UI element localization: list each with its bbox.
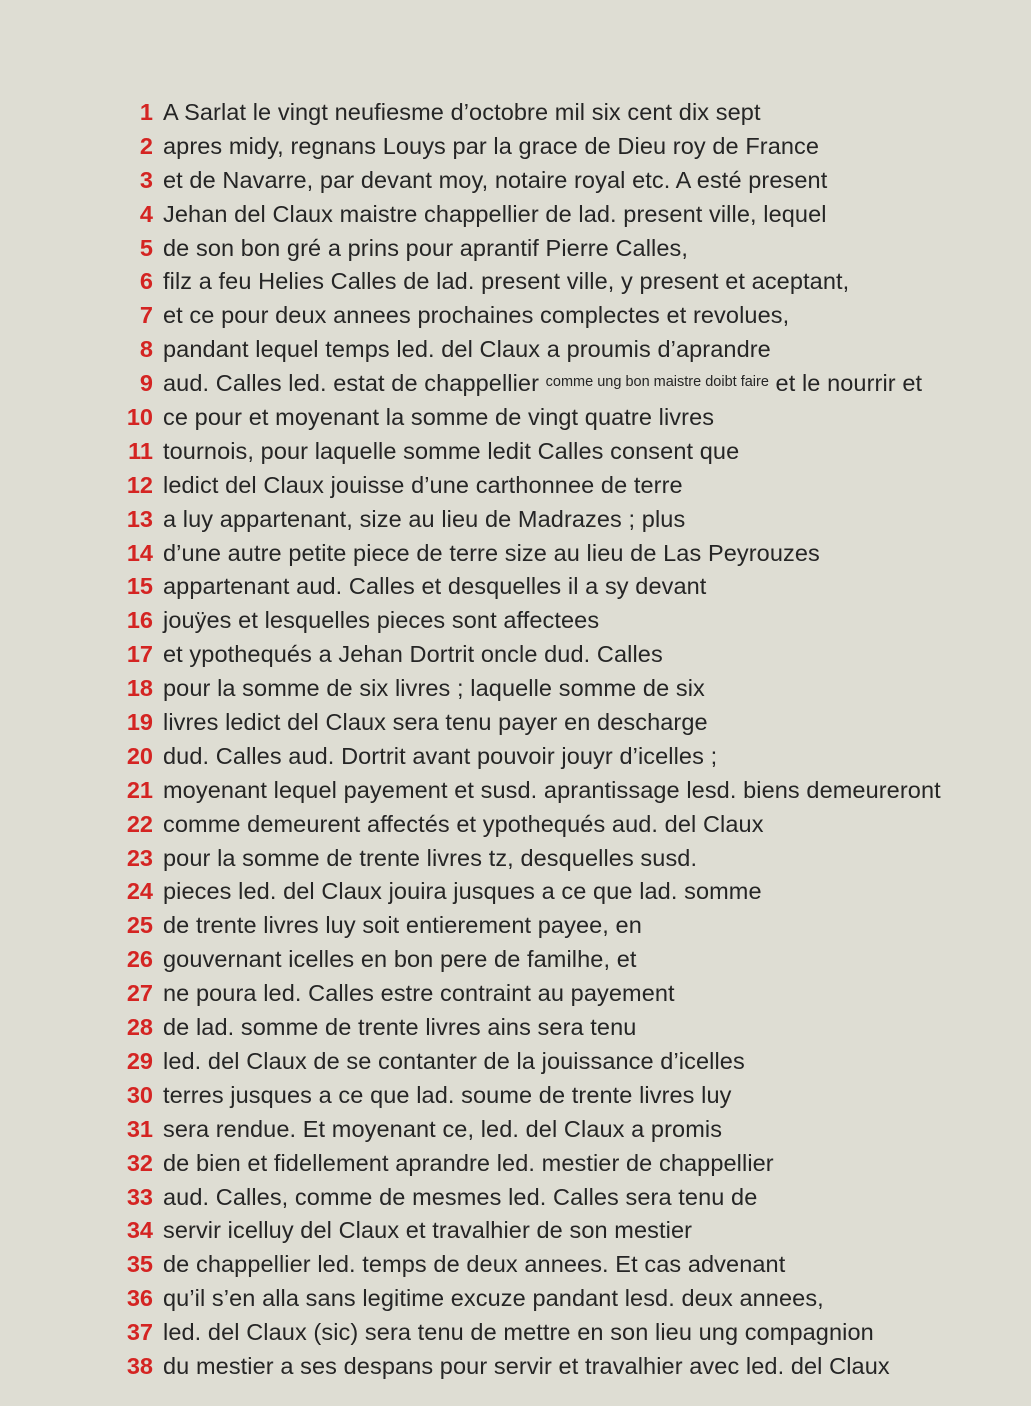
line-number: 8 xyxy=(139,336,153,363)
line-number: 36 xyxy=(126,1285,153,1312)
line-number: 6 xyxy=(139,268,153,295)
line-text: ce pour et moyenant la somme de vingt quatre livres xyxy=(163,404,715,431)
line-number: 2 xyxy=(139,132,153,159)
line-text: qu’il s’en alla sans legitime excuze pandant lesd. deux annees, xyxy=(163,1285,824,1312)
line-text: comme demeurent affectés et ypothequés aud. del Claux xyxy=(163,810,764,837)
line-number: 15 xyxy=(126,573,153,600)
line-text: dud. Calles aud. Dortrit avant pouvoir jouyr d’icelles ; xyxy=(163,742,718,769)
line-text: de bien et fidellement aprandre led. mestier de chappellier xyxy=(163,1149,774,1176)
line-text: du mestier a ses despans pour servir et travalhier avec led. del Claux xyxy=(163,1352,890,1379)
line-number: 3 xyxy=(139,166,153,193)
line-text xyxy=(163,370,922,397)
line-text: apres midy, regnans Louys par la grace de Dieu roy de France xyxy=(163,132,820,159)
line-number: 35 xyxy=(126,1251,153,1278)
line-text: de trente livres luy soit entierement payee, en xyxy=(163,912,642,939)
line-text: de chappellier led. temps de deux annees. Et cas advenant xyxy=(163,1251,786,1278)
line-row xyxy=(115,912,1021,946)
line-text: a luy appartenant, size au lieu de Madrazes ; plus xyxy=(163,505,686,532)
line-number: 23 xyxy=(126,844,153,871)
line-row xyxy=(115,302,1021,336)
line-row xyxy=(115,540,1021,574)
line-row xyxy=(115,777,1021,811)
line-number: 10 xyxy=(126,404,153,431)
line-text: sera rendue. Et moyenant ce, led. del Claux a promis xyxy=(163,1115,723,1142)
line-number: 34 xyxy=(126,1217,153,1244)
line-number: 16 xyxy=(126,607,153,634)
line-row xyxy=(115,1082,1021,1116)
line-number: 19 xyxy=(126,709,153,736)
line-row xyxy=(115,506,1021,540)
line-number: 21 xyxy=(126,776,153,803)
line-row xyxy=(115,99,1021,133)
line-row xyxy=(115,1048,1021,1082)
line-text: pandant lequel temps led. del Claux a proumis d’aprandre xyxy=(163,336,771,363)
line-number: 29 xyxy=(126,1047,153,1074)
line-number: 17 xyxy=(126,641,153,668)
line-number: 18 xyxy=(126,675,153,702)
line-text: terres jusques a ce que lad. soume de trente livres luy xyxy=(163,1081,732,1108)
line-row xyxy=(115,404,1021,438)
line-row xyxy=(115,878,1021,912)
line-number: 13 xyxy=(126,505,153,532)
line-row xyxy=(115,1217,1021,1251)
line-text: d’une autre petite piece de terre size au lieu de Las Peyrouzes xyxy=(163,539,820,566)
line-row xyxy=(115,607,1021,641)
line-text: ledict del Claux jouisse d’une carthonnee de terre xyxy=(163,471,683,498)
line-number: 27 xyxy=(126,980,153,1007)
line-row xyxy=(115,1116,1021,1150)
line-text-segment: et le nourrir et xyxy=(768,370,923,397)
line-row xyxy=(115,1184,1021,1218)
line-row xyxy=(115,675,1021,709)
line-text: led. del Claux de se contanter de la jouissance d’icelles xyxy=(163,1047,745,1074)
line-text: pour la somme de trente livres tz, desquelles susd. xyxy=(163,844,698,871)
line-number: 28 xyxy=(126,1014,153,1041)
line-number: 38 xyxy=(126,1352,153,1379)
line-text: de lad. somme de trente livres ains sera tenu xyxy=(163,1014,637,1041)
line-row xyxy=(115,845,1021,879)
line-row xyxy=(115,980,1021,1014)
line-row xyxy=(115,1150,1021,1184)
line-text: A Sarlat le vingt neufiesme d’octobre mil six cent dix sept xyxy=(163,99,761,125)
line-text: filz a feu Helies Calles de lad. present ville, y present et aceptant, xyxy=(163,268,850,295)
line-row xyxy=(115,709,1021,743)
line-text: Jehan del Claux maistre chappellier de lad. present ville, lequel xyxy=(163,200,827,227)
line-row xyxy=(115,1353,1021,1387)
line-text: et de Navarre, par devant moy, notaire royal etc. A esté present xyxy=(163,166,828,193)
line-row xyxy=(115,573,1021,607)
line-number: 11 xyxy=(128,437,153,464)
line-row xyxy=(115,743,1021,777)
line-row xyxy=(115,438,1021,472)
line-number: 37 xyxy=(126,1319,153,1346)
line-number: 31 xyxy=(126,1115,153,1142)
line-number: 5 xyxy=(139,234,153,261)
line-row xyxy=(115,235,1021,269)
line-number: 4 xyxy=(139,200,153,227)
interlinear-insertion: comme ung bon maistre doibt faire xyxy=(545,374,769,391)
line-row xyxy=(115,1285,1021,1319)
line-row xyxy=(115,167,1021,201)
line-number: 20 xyxy=(126,742,153,769)
line-text: et ypothequés a Jehan Dortrit oncle dud. Calles xyxy=(163,641,663,668)
line-text: et ce pour deux annees prochaines complectes et revolues, xyxy=(163,302,790,329)
line-text: servir icelluy del Claux et travalhier de son mestier xyxy=(163,1217,693,1244)
line-row xyxy=(115,946,1021,980)
line-number: 22 xyxy=(126,810,153,837)
line-number: 24 xyxy=(126,878,153,905)
line-text-segment: aud. Calles led. estat de chappellier xyxy=(163,370,546,397)
line-row xyxy=(115,1251,1021,1285)
line-number: 30 xyxy=(126,1081,153,1108)
line-number: 33 xyxy=(126,1183,153,1210)
line-text: moyenant lequel payement et susd. aprantissage lesd. biens demeureront xyxy=(163,776,941,803)
line-text: appartenant aud. Calles et desquelles il a sy devant xyxy=(163,573,707,600)
line-number: 9 xyxy=(139,370,153,397)
line-text: pieces led. del Claux jouira jusques a ce que lad. somme xyxy=(163,878,762,905)
line-text: ne poura led. Calles estre contraint au payement xyxy=(163,980,675,1007)
line-text: gouvernant icelles en bon pere de familhe, et xyxy=(163,946,637,973)
line-number: 26 xyxy=(126,946,153,973)
line-text: aud. Calles, comme de mesmes led. Calles sera tenu de xyxy=(163,1183,758,1210)
line-number: 7 xyxy=(139,302,153,329)
line-number: 32 xyxy=(126,1149,153,1176)
line-row xyxy=(115,1014,1021,1048)
line-row xyxy=(115,1319,1021,1353)
line-row xyxy=(115,268,1021,302)
line-row xyxy=(115,472,1021,506)
line-row xyxy=(115,133,1021,167)
line-row xyxy=(115,811,1021,845)
line-number: 1 xyxy=(139,99,153,125)
line-text: pour la somme de six livres ; laquelle somme de six xyxy=(163,675,705,702)
line-text: tournois, pour laquelle somme ledit Calles consent que xyxy=(163,437,740,464)
line-text: led. del Claux (sic) sera tenu de mettre en son lieu ung compagnion xyxy=(163,1319,874,1346)
line-row xyxy=(115,336,1021,370)
line-number: 14 xyxy=(126,539,153,566)
line-text: livres ledict del Claux sera tenu payer en descharge xyxy=(163,709,708,736)
line-text: de son bon gré a prins pour aprantif Pierre Calles, xyxy=(163,234,689,261)
line-number: 25 xyxy=(126,912,153,939)
line-row xyxy=(115,201,1021,235)
line-row xyxy=(115,370,1021,404)
line-number: 12 xyxy=(126,471,153,498)
line-row xyxy=(115,641,1021,675)
line-text: jouÿes et lesquelles pieces sont affectees xyxy=(163,607,600,634)
